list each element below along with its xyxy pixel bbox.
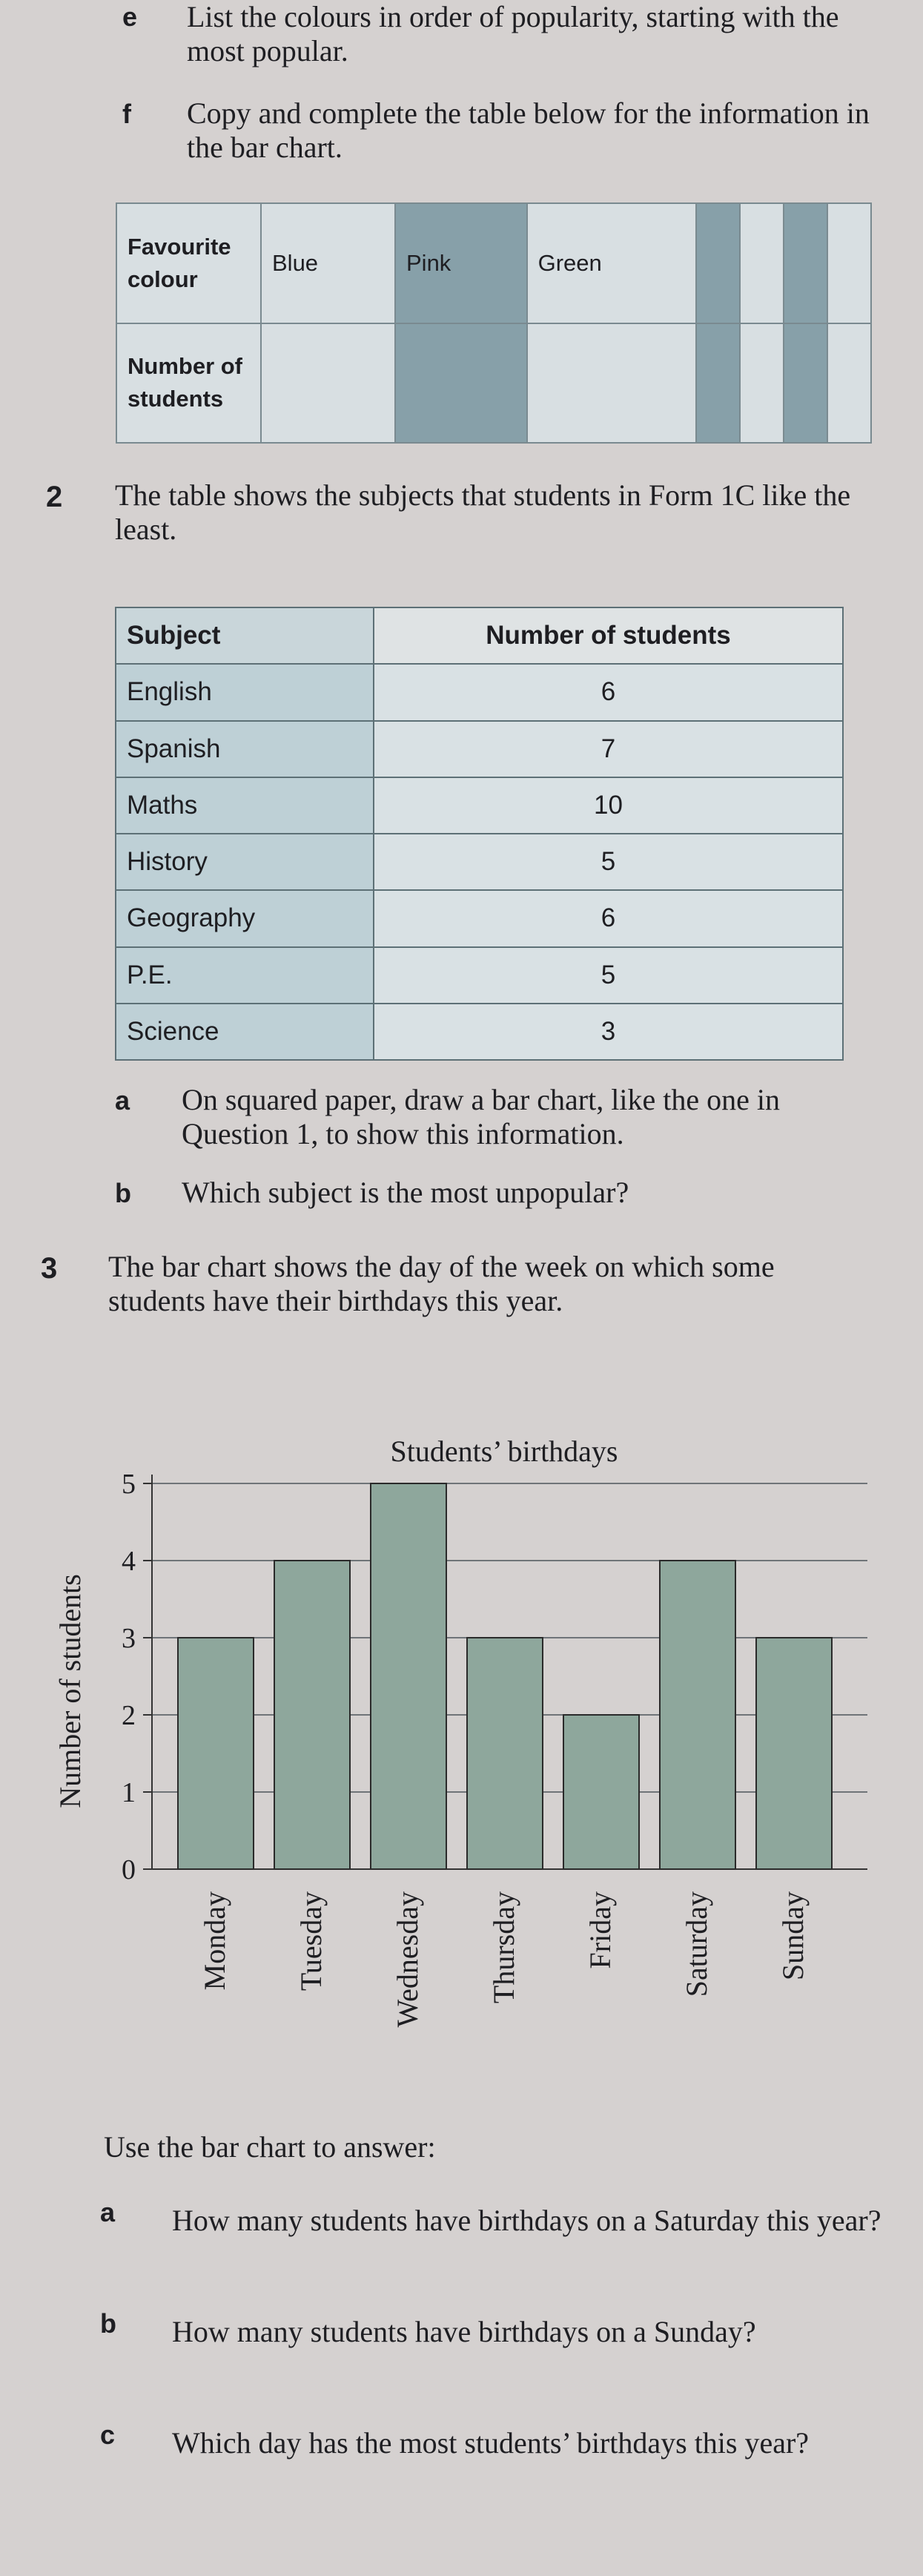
colour-cell <box>740 203 784 323</box>
colour-cell <box>827 203 871 323</box>
count-cell: 7 <box>374 721 843 777</box>
number-cell <box>261 323 395 444</box>
table-row <box>116 203 871 323</box>
subject-cell: Maths <box>116 777 374 834</box>
x-tick-label: Saturday <box>680 1891 713 1997</box>
count-cell: 6 <box>374 664 843 720</box>
table-row <box>116 664 843 720</box>
subject-cell: P.E. <box>116 947 374 1004</box>
x-tick-label: Friday <box>583 1891 617 1969</box>
bar-thursday <box>467 1638 543 1869</box>
count-cell: 3 <box>374 1004 843 1060</box>
x-tick-label: Thursday <box>487 1891 520 2004</box>
y-tick-label: 0 <box>122 1854 136 1885</box>
subject-cell: Spanish <box>116 721 374 777</box>
table-row <box>116 834 843 890</box>
q2-number: 2 <box>46 481 63 513</box>
number-cell <box>696 323 740 444</box>
favourite-colour-table <box>116 202 872 444</box>
subject-cell: English <box>116 664 374 720</box>
chart-title: Students’ birthdays <box>390 1434 618 1468</box>
q3c-text: Which day has the most students’ birthdays this year? <box>172 2426 810 2460</box>
q3a-letter: a <box>100 2197 116 2227</box>
colour-cell <box>696 203 740 323</box>
count-cell: 5 <box>374 834 843 890</box>
q2b-text: Which subject is the most unpopular? <box>182 1176 629 1209</box>
colour-cell <box>784 203 827 323</box>
number-cell <box>827 323 871 444</box>
table-row <box>116 947 843 1004</box>
bar-sunday <box>756 1638 832 1869</box>
count-cell: 10 <box>374 777 843 834</box>
bar-monday <box>178 1638 254 1869</box>
bar-friday <box>563 1715 639 1869</box>
q1f-letter: f <box>122 99 131 129</box>
x-tick-label: Wednesday <box>391 1891 424 2028</box>
number-cell <box>395 323 527 444</box>
q2a-letter: a <box>115 1085 130 1116</box>
students-birthdays-bar-chart <box>0 1409 923 2121</box>
number-cell <box>527 323 696 444</box>
x-tick-label: Sunday <box>776 1891 810 1980</box>
bar-tuesday <box>274 1561 350 1869</box>
q2b-letter: b <box>115 1178 131 1208</box>
q3c-letter: c <box>100 2419 116 2450</box>
q3-number: 3 <box>41 1252 58 1285</box>
q3-use-text: Use the bar chart to answer: <box>104 2130 436 2164</box>
table-row <box>116 890 843 946</box>
colour-cell: Pink <box>395 203 527 323</box>
y-tick-label: 5 <box>122 1469 136 1500</box>
number-cell <box>784 323 827 444</box>
q1f-text: Copy and complete the table below for the information in the bar chart. <box>187 96 870 164</box>
subject-cell: History <box>116 834 374 890</box>
q2-intro: The table shows the subjects that students in Form 1C like the least. <box>115 478 851 546</box>
x-tick-label: Tuesday <box>294 1891 328 1992</box>
y-tick-label: 4 <box>122 1546 136 1577</box>
colour-cell: Blue <box>261 203 395 323</box>
q1e-letter: e <box>122 1 138 32</box>
table-row <box>116 721 843 777</box>
subject-cell: Geography <box>116 890 374 946</box>
y-tick-label: 2 <box>122 1700 136 1731</box>
count-cell: 5 <box>374 947 843 1004</box>
header-subject: Subject <box>116 607 374 664</box>
y-tick-label: 3 <box>122 1623 136 1654</box>
q1e-text: List the colours in order of popularity, starting with the most popular. <box>187 0 839 67</box>
header-favourite-colour: Favourite colour <box>116 203 261 323</box>
table-row <box>116 607 843 664</box>
y-axis-label: Number of students <box>53 1574 87 1808</box>
q3b-text: How many students have birthdays on a Sunday? <box>172 2315 756 2348</box>
q3a-text: How many students have birthdays on a Saturday this year? <box>172 2204 881 2237</box>
q3-intro: The bar chart shows the day of the week on which some students have their birthdays this year. <box>108 1250 775 1317</box>
q3b-letter: b <box>100 2308 116 2339</box>
x-tick-label: Monday <box>198 1891 231 1991</box>
q2a-text: On squared paper, draw a bar chart, like the one in Question 1, to show this information. <box>182 1083 780 1150</box>
header-number-of-students: Number of students <box>116 323 261 444</box>
y-tick-label: 1 <box>122 1777 136 1808</box>
number-cell <box>740 323 784 444</box>
table-row <box>116 323 871 444</box>
table-row <box>116 1004 843 1060</box>
bar-saturday <box>660 1561 735 1869</box>
bar-wednesday <box>371 1483 446 1869</box>
count-cell: 6 <box>374 890 843 946</box>
subject-table <box>115 607 844 1061</box>
subject-cell: Science <box>116 1004 374 1060</box>
header-number-of-students: Number of students <box>374 607 843 664</box>
table-row <box>116 777 843 834</box>
colour-cell: Green <box>527 203 696 323</box>
